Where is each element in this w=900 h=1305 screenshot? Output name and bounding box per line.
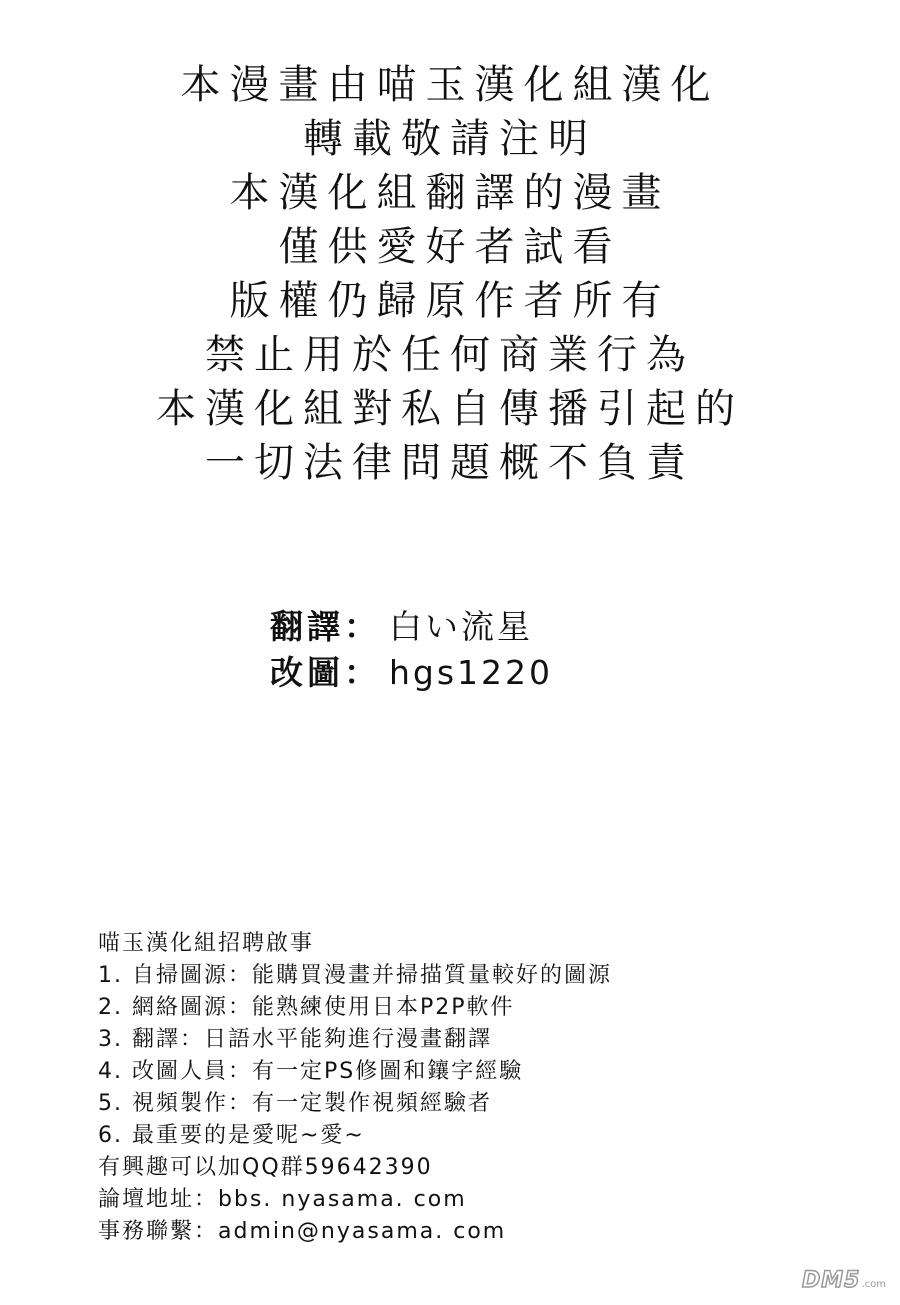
notice-line: 僅供愛好者試看 — [278, 224, 622, 270]
contact-email: 事務聯繫：admin@nyasama. com — [98, 1219, 507, 1244]
credit-role: 改圖 — [270, 653, 344, 692]
site-watermark-logo — [802, 1268, 886, 1293]
credit-translation — [270, 604, 670, 650]
credit-separator: ： — [344, 653, 381, 692]
recruitment-item: 6. 最重要的是愛呢~愛~ — [98, 1123, 365, 1148]
disclaimer-notice — [0, 58, 900, 490]
credit-name: hgs1220 — [389, 653, 554, 692]
notice-line: 一切法律問題概不負責 — [205, 440, 695, 486]
notice-line: 禁止用於任何商業行為 — [205, 332, 695, 378]
credit-separator: ： — [344, 607, 381, 646]
notice-line: 本漢化組翻譯的漫畫 — [229, 170, 671, 216]
recruitment-notice — [98, 928, 798, 1248]
forum-address: 論壇地址：bbs. nyasama. com — [98, 1187, 467, 1212]
notice-line: 轉載敬請注明 — [303, 116, 597, 162]
watermark-suffix: .com — [861, 1279, 886, 1290]
notice-line: 本漫畫由喵玉漢化組漢化 — [180, 62, 720, 108]
notice-line: 本漢化組對私自傳播引起的 — [156, 386, 744, 432]
watermark-main: DM5 — [801, 1268, 861, 1293]
recruitment-item: 3. 翻譯：日語水平能夠進行漫畫翻譯 — [98, 1027, 492, 1052]
recruitment-item: 2. 網絡圖源：能熟練使用日本P2P軟件 — [98, 995, 515, 1020]
credit-name: 白い流星 — [389, 607, 533, 646]
qq-group-info: 有興趣可以加QQ群59642390 — [98, 1155, 433, 1180]
recruitment-item: 4. 改圖人員：有一定PS修圖和鑲字經驗 — [98, 1059, 524, 1084]
credit-editing — [270, 650, 670, 696]
recruitment-item: 1. 自掃圖源：能購買漫畫并掃描質量較好的圖源 — [98, 963, 612, 988]
recruitment-title: 喵玉漢化組招聘啟事 — [98, 931, 315, 956]
staff-credits — [270, 604, 670, 696]
recruitment-item: 5. 視頻製作：有一定製作視頻經驗者 — [98, 1091, 492, 1116]
credit-role: 翻譯 — [270, 607, 344, 646]
notice-line: 版權仍歸原作者所有 — [229, 278, 671, 324]
